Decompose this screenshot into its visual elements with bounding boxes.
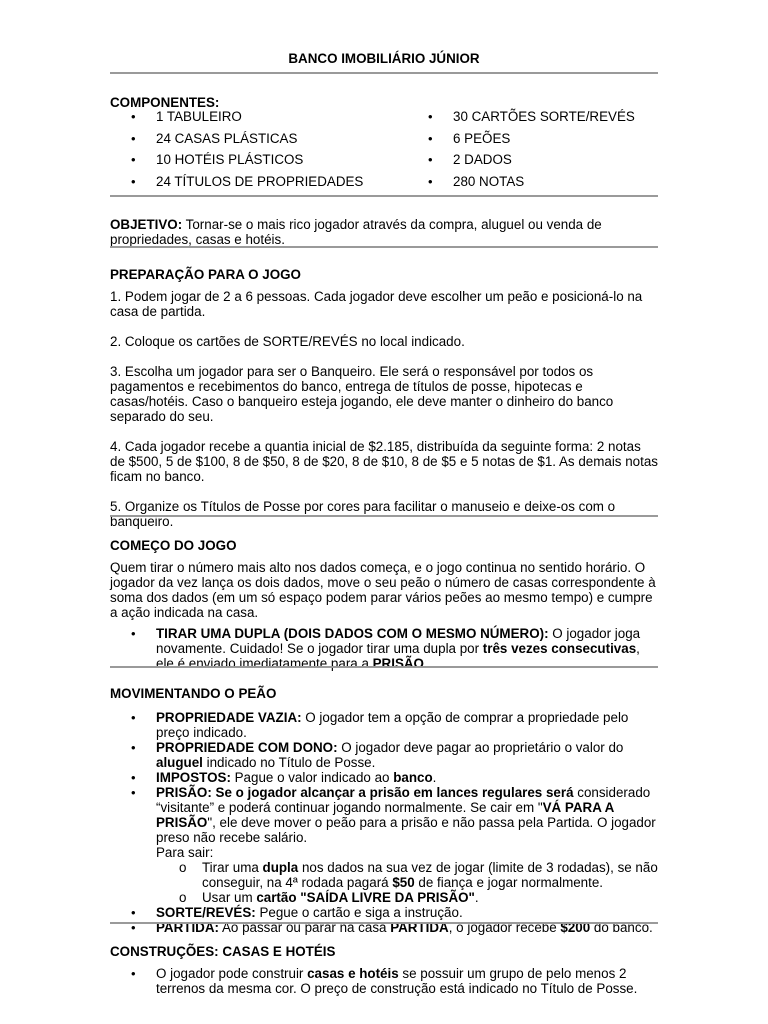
exit-intro: Para sair: — [156, 845, 214, 860]
list-item: • 10 HOTÉIS PLÁSTICOS — [110, 152, 370, 174]
sub-item: o Tirar uma dupla nos dados na sua vez de jogar (limite de 3 rodadas), se não conseguir, na 4ª rodada pagará $50 de fiança e jogar normalmente. — [110, 860, 658, 890]
components-left-list — [110, 109, 370, 195]
divider — [110, 922, 658, 924]
buildings-list — [110, 966, 658, 996]
list-item: • TIRAR UMA DUPLA (DOIS DADOS COM O MESMO NÚMERO): O jogador joga novamente. Cuidado! Se o jogador tirar uma dupla por três vezes consecutivas, ele é enviado imediatamente para a PRISÃO. — [110, 626, 658, 671]
divider — [110, 195, 658, 197]
exit-options — [110, 860, 658, 905]
sub-item: o Usar um cartão "SAÍDA LIVRE DA PRISÃO". — [110, 890, 658, 905]
preparation-step: 1. Podem jogar de 2 a 6 pessoas. Cada jogador deve escolher um peão e posicioná-lo na casa de partida. — [110, 289, 643, 319]
document-title: BANCO IMOBILIÁRIO JÚNIOR — [288, 51, 480, 66]
moving-list — [110, 710, 658, 860]
preparation-step: 4. Cada jogador recebe a quantia inicial de $2.185, distribuída da seguinte forma: 2 notas de $500, 5 de $100, 8 de $50, 8 de $20, 8 de $10, 8 de $5 e 5 notas de $1. As demais notas ficam no banco. — [110, 439, 658, 484]
components-right-list — [407, 109, 667, 195]
list-item: • 1 TABULEIRO — [110, 109, 370, 131]
list-item: • O jogador pode construir casas e hotéis se possuir um grupo de pelo menos 2 terrenos da mesma cor. O preço de construção está indicado no Título de Posse. — [110, 966, 658, 996]
start-section — [110, 538, 658, 671]
list-item: • PROPRIEDADE COM DONO: O jogador deve pagar ao proprietário o valor do aluguel indicado no Título de Posse. — [110, 740, 658, 770]
moving-heading: MOVIMENTANDO O PEÃO — [110, 686, 277, 701]
list-item: • 2 DADOS — [407, 152, 667, 174]
list-item: • SORTE/REVÉS: Pegue o cartão e siga a instrução. — [110, 905, 658, 920]
moving-list-cont — [110, 905, 658, 935]
list-item: • IMPOSTOS: Pague o valor indicado ao banco. — [110, 770, 658, 785]
preparation-section — [110, 267, 658, 529]
start-list — [110, 626, 658, 671]
divider — [110, 666, 658, 668]
components-heading: COMPONENTES: — [110, 95, 220, 110]
list-item: • 280 NOTAS — [407, 174, 667, 196]
divider — [110, 72, 658, 74]
list-item: • PARTIDA: Ao passar ou parar na casa PARTIDA, o jogador recebe $200 do banco. — [110, 920, 658, 935]
divider — [110, 246, 658, 248]
list-item: • PRISÃO: Se o jogador alcançar a prisão em lances regulares será considerado “visitante” e poderá continuar jogando normalmente. Se cair em "VÁ PARA A PRISÃO", ele deve mover o peão para a prisão e não passa pela Partida. O jogador preso não recebe salário. Para sair: — [110, 785, 658, 860]
buildings-section — [110, 944, 658, 996]
list-item: • 24 TÍTULOS DE PROPRIEDADES — [110, 174, 370, 196]
objective-text: Tornar-se o mais rico jogador através da compra, aluguel ou venda de propriedades, casas e hotéis. — [110, 217, 602, 247]
list-item: • 6 PEÕES — [407, 131, 667, 153]
preparation-heading: PREPARAÇÃO PARA O JOGO — [110, 267, 301, 282]
start-heading: COMEÇO DO JOGO — [110, 538, 237, 553]
preparation-step: 5. Organize os Títulos de Posse por cores para facilitar o manuseio e deixe-os com o banqueiro. — [110, 499, 616, 529]
moving-section — [110, 686, 658, 935]
preparation-step: 2. Coloque os cartões de SORTE/REVÉS no local indicado. — [110, 334, 465, 349]
preparation-step: 3. Escolha um jogador para ser o Banqueiro. Ele será o responsável por todos os pagamentos e recebimentos do banco, entrega de títulos de posse, hipotecas e casas/hotéis. Caso o banqueiro esteja jogando, ele deve manter o dinheiro do banco separado do seu. — [110, 364, 614, 424]
objective-label: OBJETIVO: — [110, 217, 183, 232]
list-item: • PROPRIEDADE VAZIA: O jogador tem a opção de comprar a propriedade pelo preço indicado. — [110, 710, 658, 740]
objective-section — [110, 217, 658, 247]
divider — [110, 515, 658, 517]
start-text: Quem tirar o número mais alto nos dados começa, e o jogo continua no sentido horário. O jogador da vez lança os dois dados, move o seu peão o número de casas correspondente à soma dos dados (em um só espaço podem parar vários peões ao mesmo tempo) e cumpre a ação indicada na casa. — [110, 560, 656, 620]
buildings-heading: CONSTRUÇÕES: CASAS E HOTÉIS — [110, 944, 336, 959]
list-item: • 30 CARTÕES SORTE/REVÉS — [407, 109, 667, 131]
list-item: • 24 CASAS PLÁSTICAS — [110, 131, 370, 153]
